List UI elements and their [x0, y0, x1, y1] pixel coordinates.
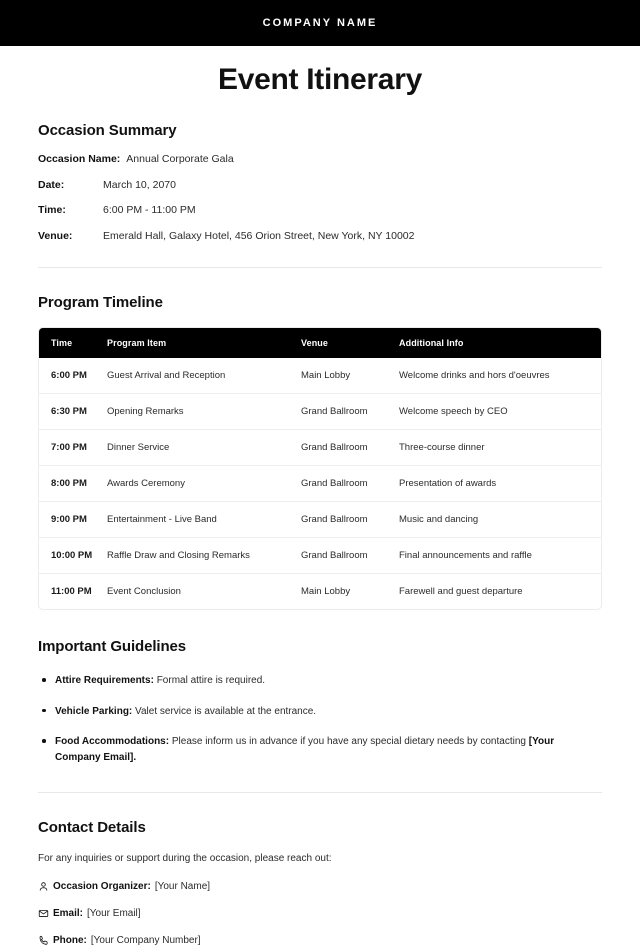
summary-row-venue [38, 230, 602, 243]
cell-time: 6:30 PM [39, 393, 107, 429]
contact-value: [Your Name] [154, 880, 211, 892]
occasion-summary-rows [38, 153, 602, 242]
contact-label: Email: [53, 907, 84, 919]
bullet-icon [42, 709, 46, 713]
summary-value: March 10, 2070 [103, 178, 176, 191]
list-item [38, 704, 602, 720]
guideline-list [38, 673, 602, 765]
program-timeline-section [38, 294, 602, 610]
table-row [39, 358, 601, 393]
summary-row-occasion-name [38, 153, 602, 166]
cell-item: Dinner Service [107, 429, 301, 465]
contact-intro: For any inquiries or support during the occasion, please reach out: [38, 853, 332, 865]
table-row [39, 465, 601, 501]
guideline-label: Attire Requirements: [55, 675, 154, 687]
guideline-label: Vehicle Parking: [55, 705, 133, 717]
guideline-text: Please inform us in advance if you have any special dietary needs by contacting [171, 736, 526, 748]
cell-venue: Grand Ballroom [301, 429, 399, 465]
envelope-icon [38, 906, 53, 920]
guideline-text: Valet service is available at the entrance. [135, 705, 317, 717]
table-row [39, 501, 601, 537]
cell-info: Final announcements and raffle [399, 537, 601, 573]
page-title: Event Itinerary [218, 63, 422, 96]
column-header-time: Time [39, 328, 107, 358]
summary-value: 6:00 PM - 11:00 PM [103, 204, 196, 217]
summary-label: Venue: [38, 229, 73, 242]
list-item [38, 734, 602, 765]
cell-venue: Grand Ballroom [301, 393, 399, 429]
column-header-venue: Venue [301, 328, 399, 358]
cell-venue: Main Lobby [301, 370, 351, 382]
summary-value: Emerald Hall, Galaxy Hotel, 456 Orion Street, New York, NY 10002 [103, 229, 415, 242]
table-header-row [39, 328, 601, 358]
contact-value: [Your Email] [87, 907, 141, 919]
program-timeline-table [38, 327, 602, 610]
bullet-icon [42, 678, 46, 682]
table-row [39, 573, 601, 609]
guideline-text: Formal attire is required. [156, 675, 266, 687]
header-bar [0, 0, 640, 46]
cell-time: 7:00 PM [39, 429, 107, 465]
divider-after-summary [38, 267, 602, 268]
cell-item: Entertainment - Live Band [107, 501, 301, 537]
table-row [39, 393, 601, 429]
contact-list [38, 879, 602, 947]
table-row [39, 537, 601, 573]
bullet-icon [42, 739, 46, 743]
divider-after-guidelines [38, 792, 602, 793]
occasion-summary-title: Occasion Summary [38, 122, 177, 139]
column-header-item: Program Item [107, 328, 301, 358]
cell-info: Welcome speech by CEO [399, 393, 601, 429]
contact-row-email [38, 906, 602, 920]
guideline-tail: . [133, 751, 137, 763]
cell-info: Welcome drinks and hors d'oeuvres [399, 370, 550, 382]
phone-icon [38, 933, 53, 947]
cell-venue: Grand Ballroom [301, 537, 399, 573]
cell-info: Farewell and guest departure [399, 573, 601, 609]
cell-item: Guest Arrival and Reception [107, 370, 226, 382]
program-timeline-title: Program Timeline [38, 294, 163, 312]
summary-value: Annual Corporate Gala [126, 153, 234, 165]
contact-label: Phone: [53, 934, 87, 946]
occasion-summary-section [38, 122, 602, 242]
guideline-label: Food Accommodations: [55, 736, 170, 748]
cell-time: 6:00 PM [51, 370, 87, 382]
summary-label: Date: [38, 178, 65, 191]
document-content [0, 122, 640, 947]
guideline-placeholder: [Your Company Email] [55, 736, 555, 763]
cell-item: Awards Ceremony [107, 465, 301, 501]
cell-time: 8:00 PM [39, 465, 107, 501]
cell-item: Event Conclusion [107, 573, 301, 609]
list-item [38, 673, 602, 689]
contact-label: Occasion Organizer: [53, 880, 151, 892]
contact-row-phone [38, 933, 602, 947]
contact-details-section [38, 819, 602, 947]
table-row [39, 429, 601, 465]
summary-label: Time: [38, 204, 66, 217]
cell-info: Presentation of awards [399, 465, 601, 501]
contact-details-title: Contact Details [38, 819, 146, 837]
table-header [39, 328, 601, 358]
summary-row-date [38, 179, 602, 192]
cell-info: Three-course dinner [399, 429, 601, 465]
person-icon [38, 879, 53, 893]
cell-venue: Grand Ballroom [301, 465, 399, 501]
summary-label: Occasion Name: [38, 153, 121, 165]
cell-time: 11:00 PM [39, 573, 107, 609]
cell-item: Raffle Draw and Closing Remarks [107, 537, 301, 573]
contact-row-organizer [38, 879, 602, 893]
company-name: COMPANY NAME [262, 17, 378, 29]
summary-row-time [38, 204, 602, 217]
important-guidelines-section [38, 638, 602, 765]
cell-item: Opening Remarks [107, 393, 301, 429]
cell-venue: Grand Ballroom [301, 501, 399, 537]
cell-time: 10:00 PM [39, 537, 107, 573]
contact-value: [Your Company Number] [90, 934, 201, 946]
cell-info: Music and dancing [399, 501, 601, 537]
cell-time: 9:00 PM [39, 501, 107, 537]
column-header-info: Additional Info [399, 328, 601, 358]
table-body [39, 358, 601, 609]
important-guidelines-title: Important Guidelines [38, 638, 187, 656]
cell-venue: Main Lobby [301, 573, 399, 609]
